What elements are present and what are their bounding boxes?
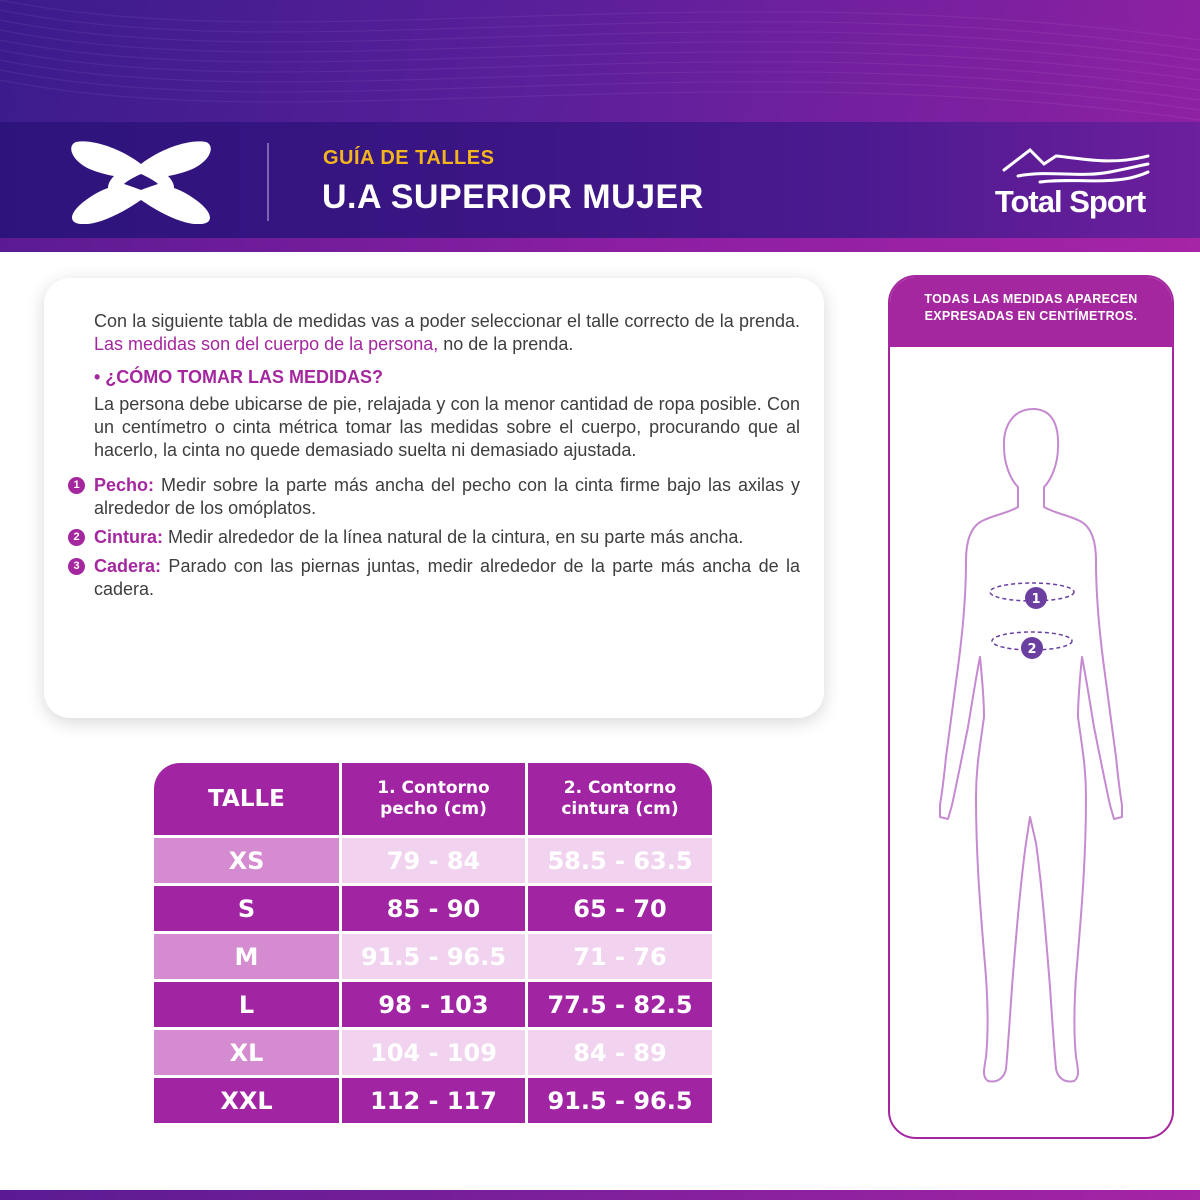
measurement-cell: 84 - 89 (528, 1030, 712, 1075)
measurement-cell: 104 - 109 (342, 1030, 525, 1075)
marker-2-label: 2 (1027, 642, 1037, 657)
table-header-cell: 1. Contorno pecho (cm) (342, 763, 525, 835)
size-table (154, 763, 712, 1131)
step-text: Parado con las piernas juntas, medir alrededor de la parte más ancha de la cadera. (94, 556, 800, 599)
header-divider (267, 143, 269, 221)
step-number-1: 1 (68, 477, 85, 494)
step-label: Cadera: (94, 556, 162, 576)
measurement-cell: 79 - 84 (342, 838, 525, 883)
how-to-paragraph: La persona debe ubicarse de pie, relajada y con la menor cantidad de ropa posible. Con un centímetro o cinta métrica tomar las medidas sobre el cuerpo, procurando que al hacerlo, la cinta no quede demasiado suelta ni demasiado ajustada. (94, 394, 800, 460)
intro-paragraph (94, 310, 800, 356)
header-subtitle: GUÍA DE TALLES (323, 147, 495, 169)
measurement-cell: 71 - 76 (528, 934, 712, 979)
measurement-cell: 65 - 70 (528, 886, 712, 931)
step-text: Medir alrededor de la línea natural de la cintura, en su parte más ancha. (163, 527, 744, 547)
info-card (44, 278, 824, 718)
total-sport-logo-text: Total Sport (994, 184, 1146, 219)
step-number-3: 3 (68, 558, 85, 575)
measurement-cell: 112 - 117 (342, 1078, 525, 1123)
measurement-cell: 91.5 - 96.5 (528, 1078, 712, 1123)
measurement-panel-heading (890, 277, 1172, 347)
table-header-cell: 2. Contorno cintura (cm) (528, 763, 712, 835)
intro-text: Con la siguiente tabla de medidas vas a poder seleccionar el talle correcto de la prenda. (94, 311, 800, 331)
marker-1-label: 1 (1031, 592, 1041, 607)
table-header-cell: TALLE (154, 763, 339, 835)
size-label-cell: XL (154, 1030, 339, 1075)
step-label: Pecho: (94, 475, 155, 495)
panel-heading-line2: EXPRESADAS EN CENTÍMETROS. (924, 309, 1138, 323)
info-body (73, 310, 800, 601)
size-label-cell: M (154, 934, 339, 979)
total-sport-logo (984, 144, 1156, 222)
step-cadera (73, 555, 800, 601)
panel-heading-line1: TODAS LAS MEDIDAS APARECEN (924, 292, 1138, 306)
step-number-2: 2 (68, 529, 85, 546)
step-cintura (73, 526, 800, 549)
measurement-panel (888, 275, 1174, 1139)
step-pecho (73, 474, 800, 520)
size-label-cell: L (154, 982, 339, 1027)
step-text: Medir sobre la parte más ancha del pecho con la cinta firme bajo las axilas y alrededor de los omóplatos. (94, 475, 800, 518)
measurement-cell: 58.5 - 63.5 (528, 838, 712, 883)
intro-text-end: no de la prenda. (438, 334, 574, 354)
size-label-cell: XXL (154, 1078, 339, 1123)
under-armour-logo-icon (70, 140, 212, 224)
body-silhouette-icon (890, 347, 1172, 1137)
measurement-cell: 77.5 - 82.5 (528, 982, 712, 1027)
header-background (0, 0, 1200, 122)
page-title: U.A SUPERIOR MUJER (322, 178, 704, 216)
measurement-cell: 85 - 90 (342, 886, 525, 931)
footer-stripe (0, 1190, 1200, 1200)
measurement-cell: 98 - 103 (342, 982, 525, 1027)
section-title: • ¿CÓMO TOMAR LAS MEDIDAS? (94, 367, 383, 387)
header-wave-pattern (0, 0, 1200, 122)
step-label: Cintura: (94, 527, 163, 547)
intro-highlight: Las medidas son del cuerpo de la persona, (94, 334, 439, 354)
total-sport-wave-icon (1000, 144, 1152, 186)
measurement-cell: 91.5 - 96.5 (342, 934, 525, 979)
size-label-cell: XS (154, 838, 339, 883)
header-stripe (0, 238, 1200, 252)
size-label-cell: S (154, 886, 339, 931)
